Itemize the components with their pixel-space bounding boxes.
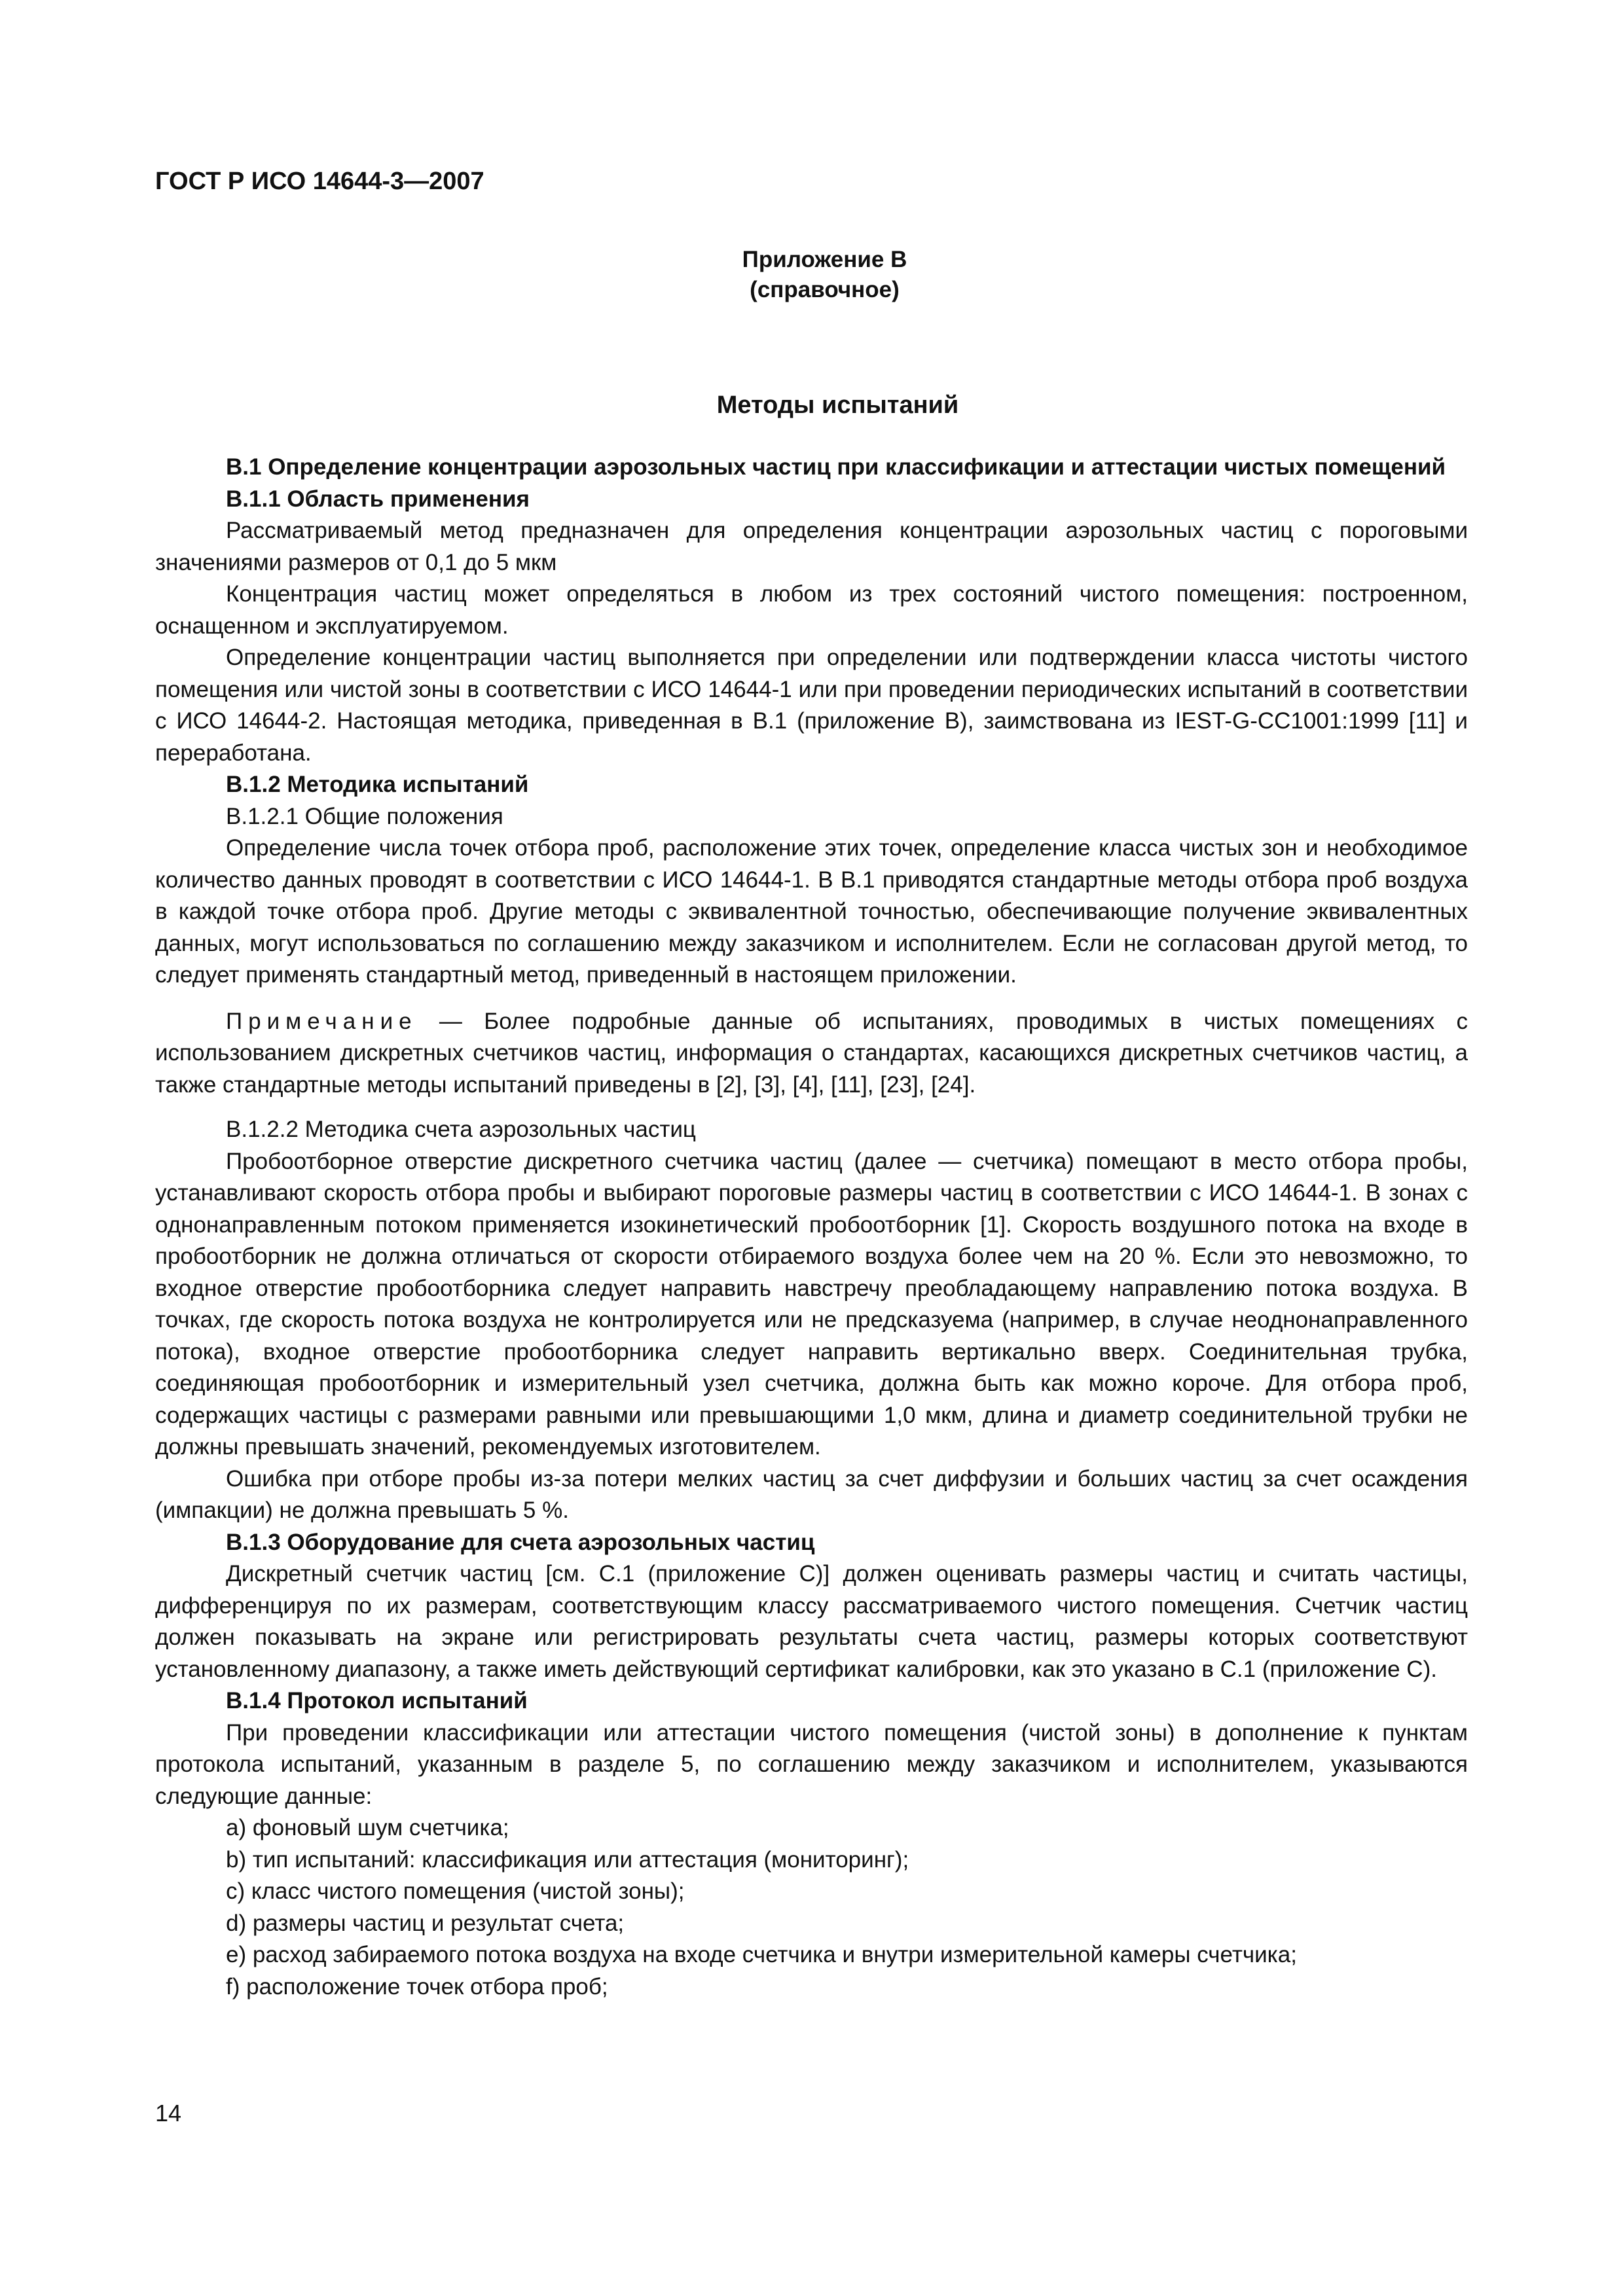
paragraph: Пробоотборное отверстие дискретного счетчика частиц (далее — счетчика) помещают в место отбора пробы, устанавливают скорость отбора пробы и выбирают пороговые размеры частиц в соответствии с ИСО 14644-1. В зонах с однонаправленным потоком применяется изокинетический пробоотборник [1]. Скорость воздушного потока на входе в пробоотборник не должна отличаться от скорости отбираемого воздуха более чем на 20 %. Если это невозможно, то входное отверстие пробоотборника следует направить навстречу преобладающему направлению потока воздуха. В точках, где скорость потока воздуха не контролируется или не предсказуема (например, в случае неоднонаправленного потока), входное отверстие пробоотборника следует направить вертикально вверх. Соединительная трубка, соединяющая пробоотборник и измерительный узел счетчика, должна быть как можно короче. Для отбора проб, содержащих частицы с размерами равными или превышающими 1,0 мкм, длина и диаметр соединительной трубки не должны превышать значений, рекомендуемых изготовителем. xyxy=(155,1148,1468,1460)
list-item: d) размеры частиц и результат счета; xyxy=(226,1910,625,1936)
appendix-title: Приложение В xyxy=(742,247,907,272)
clause-b1-2-heading: В.1.2 Методика испытаний xyxy=(226,772,529,797)
document-body xyxy=(155,452,1468,2003)
paragraph: Определение концентрации частиц выполняется при определении или подтверждении класса чистоты чистого помещения или чистой зоны в соответствии с ИСО 14644-1 или при проведении периодических испытаний в соответствии с ИСО 14644-2. Настоящая методика, приведенная в В.1 (приложение В), заимствована из IEST-G-CC1001:1999 [11] и переработана. xyxy=(155,645,1468,766)
list-item: b) тип испытаний: классификация или аттестация (мониторинг); xyxy=(226,1846,909,1873)
paragraph: Дискретный счетчик частиц [см. С.1 (приложение С)] должен оценивать размеры частиц и считать частицы, дифференцируя по их размерам, соответствующим классу рассматриваемого чистого помещения. Счетчик частиц должен показывать на экране или регистрировать результаты счета частиц, размеры которых соответствуют установленному диапазону, а также иметь действующий сертификат калибровки, как это указано в С.1 (приложение С). xyxy=(155,1561,1468,1682)
appendix-status: (справочное) xyxy=(750,277,900,302)
note-text: — Более подробные данные об испытаниях, проводимых в чистых помещениях с использованием дискретных счетчиков частиц, информация о стандартах, касающихся дискретных счетчиков частиц, а также стандартные методы испытаний приведены в [2], [3], [4], [11], [23], [24]. xyxy=(155,1008,1468,1098)
list-item: e) расход забираемого потока воздуха на входе счетчика и внутри измерительной камеры счетчика; xyxy=(226,1942,1297,1967)
list-item: c) класс чистого помещения (чистой зоны); xyxy=(226,1878,685,1904)
document-code-header: ГОСТ Р ИСО 14644-3—2007 xyxy=(155,168,484,195)
clause-b1-2-2-heading: В.1.2.2 Методика счета аэрозольных частиц xyxy=(226,1117,696,1142)
paragraph: При проведении классификации или аттестации чистого помещения (чистой зоны) в дополнение к пунктам протокола испытаний, указанным в разделе 5, по соглашению между заказчиком и исполнителем, указываются следующие данные: xyxy=(155,1719,1468,1809)
clause-b1-heading: В.1 Определение концентрации аэрозольных частиц при классификации и аттестации чистых помещений xyxy=(226,454,1446,480)
paragraph: Ошибка при отборе пробы из-за потери мелких частиц за счет диффузии и больших частиц за счет осаждения (импакции) не должна превышать 5 %. xyxy=(155,1465,1468,1523)
note-paragraph xyxy=(155,1006,1468,1102)
page-number: 14 xyxy=(155,2100,182,2126)
list-item: f) расположение точек отбора проб; xyxy=(226,1973,608,2000)
paragraph: Рассматриваемый метод предназначен для определения концентрации аэрозольных частиц с пороговыми значениями размеров от 0,1 до 5 мкм xyxy=(155,518,1468,575)
list-item: a) фоновый шум счетчика; xyxy=(226,1815,509,1840)
note-label: Примечание xyxy=(226,1008,418,1034)
clause-b1-2-1-heading: В.1.2.1 Общие положения xyxy=(226,803,503,829)
clause-b1-1-heading: В.1.1 Область применения xyxy=(226,486,530,512)
clause-b1-4-heading: В.1.4 Протокол испытаний xyxy=(226,1688,528,1713)
paragraph: Определение числа точек отбора проб, расположение этих точек, определение класса чистых зон и необходимое количество данных проводят в соответствии с ИСО 14644-1. В В.1 приводятся стандартные методы отбора проб воздуха в каждой точке отбора проб. Другие методы с эквивалентной точностью, обеспечивающие получение эквивалентных данных, могут использоваться по соглашению между заказчиком и исполнителем. Если не согласован другой метод, то следует применять стандартный метод, приведенный в настоящем приложении. xyxy=(155,835,1468,988)
section-title: Методы испытаний xyxy=(716,391,959,419)
paragraph: Концентрация частиц может определяться в любом из трех состояний чистого помещения: построенном, оснащенном и эксплуатируемом. xyxy=(155,581,1468,639)
appendix-label xyxy=(0,245,1623,305)
clause-b1-3-heading: В.1.3 Оборудование для счета аэрозольных частиц xyxy=(226,1529,815,1555)
